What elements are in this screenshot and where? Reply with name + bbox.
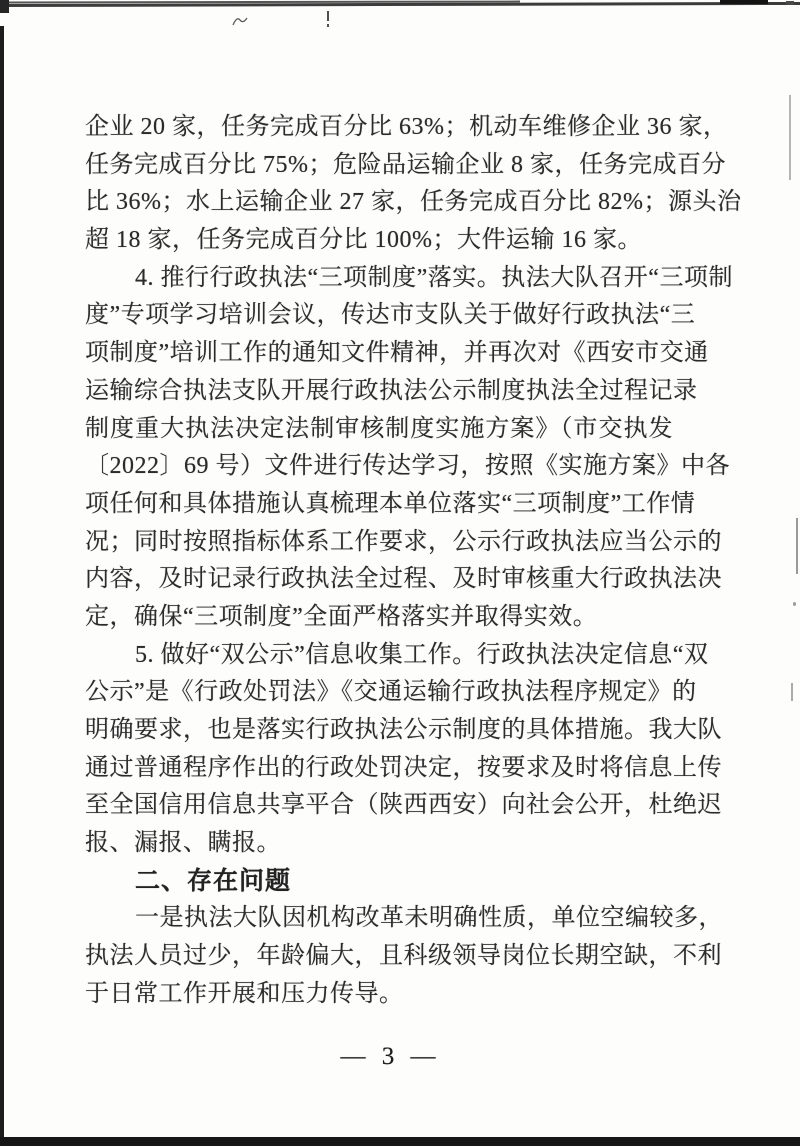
text-line: 制度重大执法决定法制审核制度实施方案》（市交执发 <box>85 415 673 442</box>
scan-top-left-corner <box>0 0 9 13</box>
text-line: 项任何和具体措施认真梳理本单位落实“三项制度”工作情 <box>85 490 696 517</box>
pen-squiggle-mark <box>230 14 250 34</box>
text-line: 运输综合执法支队开展行政执法公示制度执法全过程记录 <box>85 377 698 404</box>
text-line: 报、漏报、瞒报。 <box>85 830 281 857</box>
scan-right-edge-segment <box>789 95 791 180</box>
text-line: 公示”是《行政处罚法》《交通运输行政执法程序规定》的 <box>85 679 697 706</box>
text-line: 执法人员过少，年龄偏大，且科级领导岗位长期空缺，不利 <box>85 943 722 970</box>
text-line: 定，确保“三项制度”全面严格落实并取得实效。 <box>85 603 598 630</box>
text-line: 通过普通程序作出的行政处罚决定，按要求及时将信息上传 <box>85 754 722 781</box>
text-line: 明确要求，也是落实行政执法公示制度的具体措施。我大队 <box>85 717 722 743</box>
text-line: 4. 推行行政执法“三项制度”落实。执法大队召开“三项制 <box>135 264 733 291</box>
text-line: 内容，及时记录行政执法全过程、及时审核重大行政执法决 <box>85 566 722 593</box>
text-line: 企业 20 家，任务完成百分比 63%；机动车维修企业 36 家， <box>85 114 728 140</box>
text-line: 于日常工作开展和压力传导。 <box>85 980 404 1007</box>
scan-right-edge-segment <box>796 518 798 574</box>
scan-left-edge-line <box>0 26 4 1146</box>
scan-right-edge-dot <box>793 602 796 606</box>
text-line: 比 36%；水上运输企业 27 家，任务完成百分比 82%；源头治 <box>85 189 742 216</box>
ink-speck-dot <box>327 24 329 27</box>
scan-bottom-edge-band <box>0 1137 800 1146</box>
scan-top-edge-tick <box>786 1 794 5</box>
text-line: 项制度”培训工作的通知文件精神，并再次对《西安市交通 <box>85 340 709 367</box>
page-number: — 3 — <box>340 1043 436 1070</box>
text-line: 至全国信用信息共享平合（陕西西安）向社会公开，杜绝迟 <box>85 792 722 819</box>
paragraph-task-completion <box>85 109 742 260</box>
scan-top-edge-dash <box>720 0 768 4</box>
ink-speck-mark <box>327 11 329 21</box>
text-line: 5. 做好“双公示”信息收集工作。行政执法决定信息“双 <box>135 641 709 668</box>
text-line: 超 18 家，任务完成百分比 100%；大件运输 16 家。 <box>85 227 642 254</box>
document-body <box>85 109 742 1014</box>
text-line: 况；同时按照指标体系工作要求，公示行政执法应当公示的 <box>85 528 722 555</box>
paragraph-three-systems <box>85 260 733 637</box>
section-heading-existing-problems: 二、存在问题 <box>135 866 292 895</box>
text-line: 一是执法大队因机构改革未明确性质，单位空编较多， <box>135 905 723 932</box>
text-line: 度”专项学习培训会议，传达市支队关于做好行政执法“三 <box>85 302 696 329</box>
paragraph-double-publicity <box>85 637 722 863</box>
text-line: 任务完成百分比 75%；危险品运输企业 8 家，任务完成百分 <box>85 151 726 178</box>
scan-right-edge-segment <box>791 683 793 701</box>
text-line: 〔2022〕69 号）文件进行传达学习，按照《实施方案》中各 <box>85 453 730 480</box>
paragraph-problems-detail <box>85 900 723 1013</box>
